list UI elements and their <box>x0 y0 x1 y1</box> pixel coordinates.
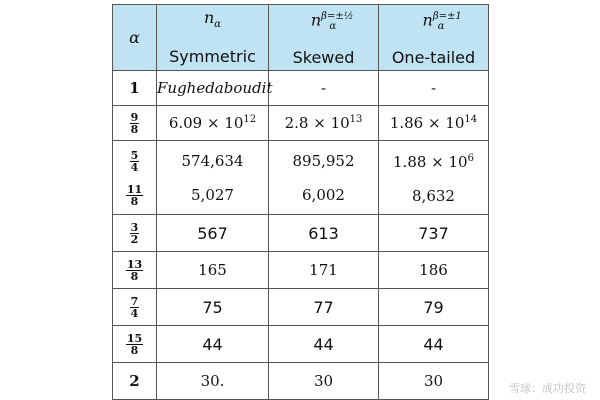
alpha-cell <box>113 289 157 326</box>
symmetric-cell: 44 <box>157 326 269 363</box>
alpha-fraction: $\frac{3}{2}$ <box>130 220 139 246</box>
one-tailed-cell: $1.88 \times 10^6$ 8,632 <box>379 141 489 215</box>
symmetric-cell: 165 <box>157 252 269 289</box>
alpha-cell <box>113 141 157 215</box>
one-tailed-cell: $1.86 \times 10^{14}$ <box>379 106 489 141</box>
symmetric-cell: Fughedaboudit <box>157 71 269 106</box>
symmetric-cell: 574,634 5,027 <box>157 141 269 215</box>
skewed-cell: 30 <box>269 363 379 400</box>
one-tailed-cell: 186 <box>379 252 489 289</box>
header-skewed-sub: α <box>329 21 337 33</box>
alpha-fraction: $\frac{15}{8}$ <box>126 331 143 357</box>
table-row <box>113 106 489 141</box>
symmetric-cell: $6.09 \times 10^{12}$ <box>157 106 269 141</box>
skewed-cell: 77 <box>269 289 379 326</box>
header-skewed-n: n <box>310 10 322 30</box>
watermark: 雪球：成功投资 <box>509 382 586 395</box>
header-one-tailed-sub: α <box>437 21 445 33</box>
table-row-pair <box>113 141 489 215</box>
one-tailed-cell: 44 <box>379 326 489 363</box>
table-row <box>113 363 489 400</box>
header-symmetric-label: Symmetric <box>169 46 256 66</box>
table-row <box>113 326 489 363</box>
header-row <box>113 5 489 71</box>
header-one-tailed-label: One-tailed <box>391 48 476 68</box>
table-row <box>113 215 489 252</box>
alpha-fraction: $\frac{11}{8}$ <box>126 183 143 208</box>
header-skewed-sup: β=±½ <box>321 10 354 22</box>
table-row <box>113 71 489 106</box>
table-row <box>113 289 489 326</box>
alpha-fraction: $\frac{7}{4}$ <box>130 294 139 320</box>
one-tailed-cell: 30 <box>379 363 489 400</box>
header-symmetric-n: n <box>203 8 215 28</box>
symmetric-cell: 567 <box>157 215 269 252</box>
skewed-cell: 613 <box>269 215 379 252</box>
alpha-fraction: $\frac{13}{8}$ <box>126 257 143 283</box>
header-alpha-symbol: α <box>129 28 140 47</box>
header-skewed-label: Skewed <box>292 48 355 68</box>
skewed-cell: 44 <box>269 326 379 363</box>
header-one-tailed <box>379 5 489 71</box>
symmetric-cell: 75 <box>157 289 269 326</box>
alpha-cell <box>113 215 157 252</box>
alpha-cell: 1 <box>113 71 157 106</box>
skewed-cell: $2.8 \times 10^{13}$ <box>269 106 379 141</box>
alpha-cell: 2 <box>113 363 157 400</box>
tail-sample-size-table <box>112 4 489 400</box>
header-one-tailed-n: n <box>422 10 433 30</box>
header-one-tailed-sup: β=±1 <box>432 10 462 22</box>
one-tailed-cell: 79 <box>379 289 489 326</box>
alpha-cell <box>113 326 157 363</box>
header-symmetric <box>157 5 269 71</box>
alpha-cell <box>113 252 157 289</box>
alpha-fraction: $\frac{5}{4}$ <box>130 149 139 174</box>
one-tailed-cell: - <box>379 71 489 106</box>
alpha-cell <box>113 106 157 141</box>
header-alpha <box>113 5 157 71</box>
header-symmetric-sub: α <box>214 19 222 31</box>
header-skewed <box>269 5 379 71</box>
alpha-fraction: $\frac{9}{8}$ <box>130 110 139 136</box>
table-row <box>113 252 489 289</box>
skewed-cell: 895,952 6,002 <box>269 141 379 215</box>
one-tailed-cell: 737 <box>379 215 489 252</box>
skewed-cell: 171 <box>269 252 379 289</box>
table-container <box>112 4 488 400</box>
symmetric-cell: 30. <box>157 363 269 400</box>
skewed-cell: - <box>269 71 379 106</box>
